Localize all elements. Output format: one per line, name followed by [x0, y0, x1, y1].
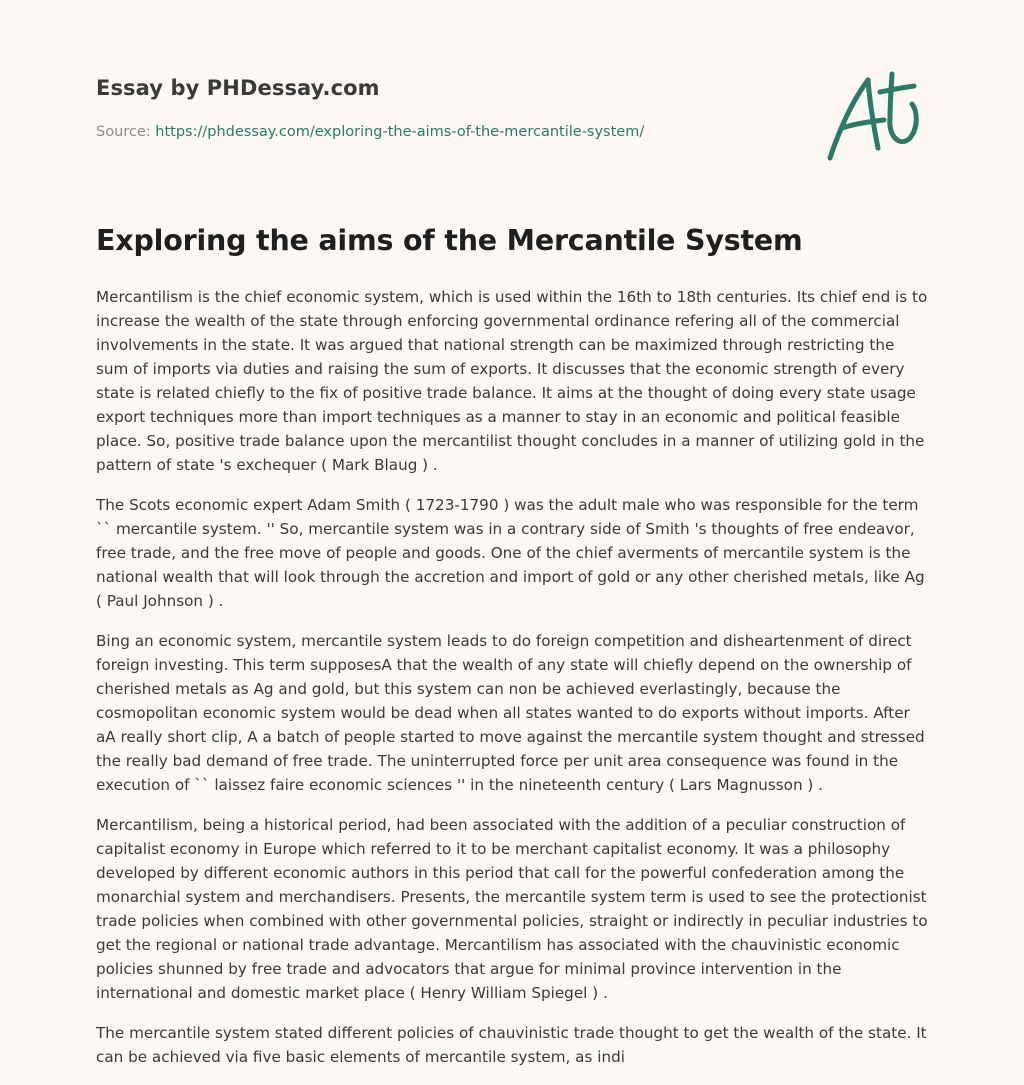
essay-paragraph: Bing an economic system, mercantile system leads to do foreign competition and disheartenment of direct foreign investing. This term supposesA that the wealth of any state will chiefly depend on the ownership of cherished metals as Ag and gold, but this system can non be achieved everlastingly, because the cosmopolitan economic system would be dead when all states wanted to do exports without imports. After aA really short clip, A a batch of people started to move against the mercantile system thought and stressed the really bad demand of free trade. The uninterrupted force per unit area consequence was found in the execution of `` laissez faire economic sciences '' in the nineteenth century ( Lars Magnusson ) . — [96, 632, 925, 794]
source-line — [96, 124, 644, 140]
site-title: Essay by PHDessay.com — [96, 76, 380, 100]
essay-title: Exploring the aims of the Mercantile System — [96, 224, 803, 257]
essay-paragraph: The mercantile system stated different policies of chauvinistic trade thought to get the wealth of the state. It can be achieved via five basic elements of mercantile system, as indi — [96, 1024, 927, 1066]
source-link[interactable]: https://phdessay.com/exploring-the-aims-of-the-mercantile-system/ — [155, 124, 645, 140]
a-plus-logo-icon — [824, 66, 928, 166]
essay-body — [96, 285, 930, 1085]
essay-paragraph: The Scots economic expert Adam Smith ( 1723-1790 ) was the adult male who was responsible for the term `` mercantile system. '' So, mercantile system was in a contrary side of Smith 's thoughts of free endeavor, free trade, and the free move of people and goods. One of the chief averments of mercantile system is the national wealth that will look through the accretion and import of gold or any other cherished metals, like Ag ( Paul Johnson ) . — [96, 496, 925, 610]
essay-paragraph: Mercantilism, being a historical period, had been associated with the addition of a peculiar construction of capitalist economy in Europe which referred to it to be merchant capitalist economy. It was a philosophy developed by different economic authors in this period that call for the powerful confederation among the monarchial system and merchandisers. Presents, the mercantile system term is used to see the protectionist trade policies when combined with other governmental policies, straight or indirectly in peculiar industries to get the regional or national trade advantage. Mercantilism has associated with the chauvinistic economic policies shunned by free trade and advocators that argue for minimal province intervention in the international and domestic market place ( Henry William Spiegel ) . — [96, 816, 928, 1002]
source-label: Source: — [96, 124, 151, 140]
essay-paragraph: Mercantilism is the chief economic system, which is used within the 16th to 18th centuries. Its chief end is to increase the wealth of the state through enforcing governmental ordinance refering all of the commercial involvements in the state. It was argued that national strength can be maximized through restricting the sum of imports via duties and raising the sum of exports. It discusses that the economic strength of every state is related chiefly to the fix of positive trade balance. It aims at the thought of doing every state usage export techniques more than import techniques as a manner to stay in an economic and political feasible place. So, positive trade balance upon the mercantilist thought concludes in a manner of utilizing gold in the pattern of state 's exchequer ( Mark Blaug ) . — [96, 288, 928, 474]
